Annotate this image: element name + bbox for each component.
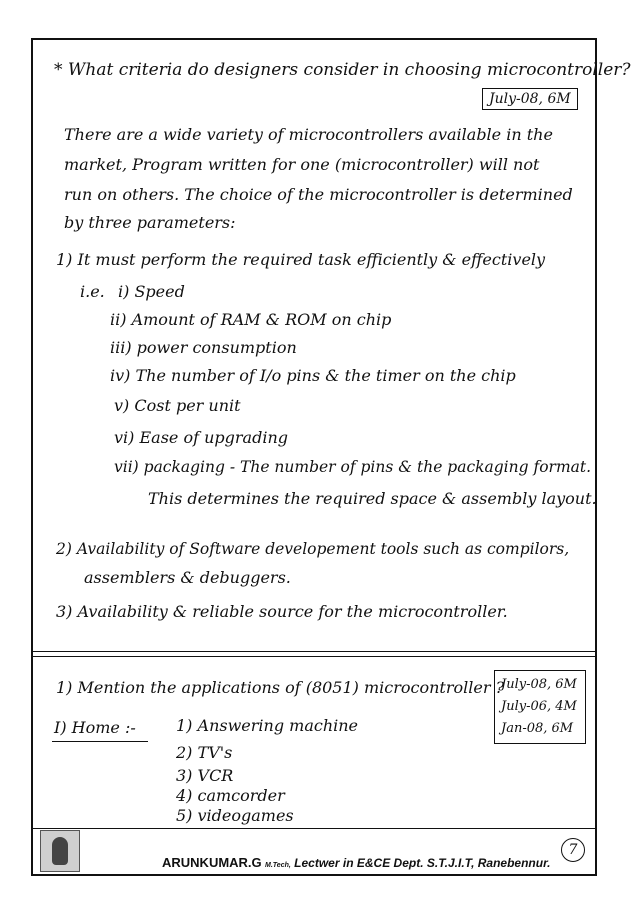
- list-item: i) Speed: [118, 282, 185, 301]
- list-item: iii) power consumption: [110, 338, 297, 357]
- list-item: vii) packaging - The number of pins & the packaging format.: [114, 458, 592, 476]
- list-item: v) Cost per unit: [114, 396, 241, 415]
- section-divider: [31, 651, 597, 652]
- author-degree: M.Tech,: [265, 862, 291, 869]
- list-item-continuation: This determines the required space & assembly layout.: [148, 489, 597, 508]
- list-item: 5) videogames: [176, 806, 294, 825]
- list-item: vi) Ease of upgrading: [114, 428, 288, 447]
- intro-line: There are a wide variety of microcontrollers available in the: [64, 125, 553, 144]
- list-item: 1) Answering machine: [176, 716, 359, 735]
- exam-tags-box: [494, 670, 586, 744]
- intro-line: market, Program written for one (microcontroller) will not: [64, 155, 540, 174]
- exam-tag: July-08, 6M: [482, 88, 578, 110]
- author-role: Lectwer in E&CE Dept. S.T.J.I.T, Ranebennur.: [294, 856, 551, 870]
- list-item: 3) VCR: [176, 766, 234, 785]
- parameter-2-cont: assemblers & debuggers.: [84, 568, 291, 587]
- question-1-title: * What criteria do designers consider in choosing microcontroller?: [54, 60, 631, 80]
- footer-divider: [31, 828, 597, 829]
- list-item: ii) Amount of RAM & ROM on chip: [110, 310, 392, 329]
- footer-credit: [162, 855, 550, 870]
- parameter-3: 3) Availability & reliable source for the microcontroller.: [56, 602, 508, 621]
- question-2-title: 1) Mention the applications of (8051) microcontroller ?: [56, 678, 505, 697]
- exam-tag: July-06, 4M: [501, 699, 577, 714]
- list-item: 4) camcorder: [176, 786, 285, 805]
- exam-tag: July-08, 6M: [501, 677, 577, 692]
- intro-line: run on others. The choice of the microcontroller is determined: [64, 185, 573, 204]
- parameter-2: 2) Availability of Software developement tools such as compilors,: [56, 540, 570, 558]
- home-underline: [52, 741, 148, 742]
- exam-tag: Jan-08, 6M: [501, 721, 574, 736]
- parameter-1: 1) It must perform the required task efficiently & effectively: [56, 250, 546, 269]
- home-label: I) Home :-: [54, 718, 136, 737]
- author-logo: [40, 830, 80, 872]
- page-number: 7: [561, 838, 585, 862]
- list-item: 2) TV's: [176, 743, 233, 762]
- intro-line: by three parameters:: [64, 213, 236, 232]
- author-name: ARUNKUMAR.G: [162, 855, 262, 870]
- list-item: iv) The number of I/o pins & the timer on the chip: [110, 366, 516, 385]
- section-divider: [31, 656, 597, 657]
- ie-label: i.e.: [80, 282, 105, 301]
